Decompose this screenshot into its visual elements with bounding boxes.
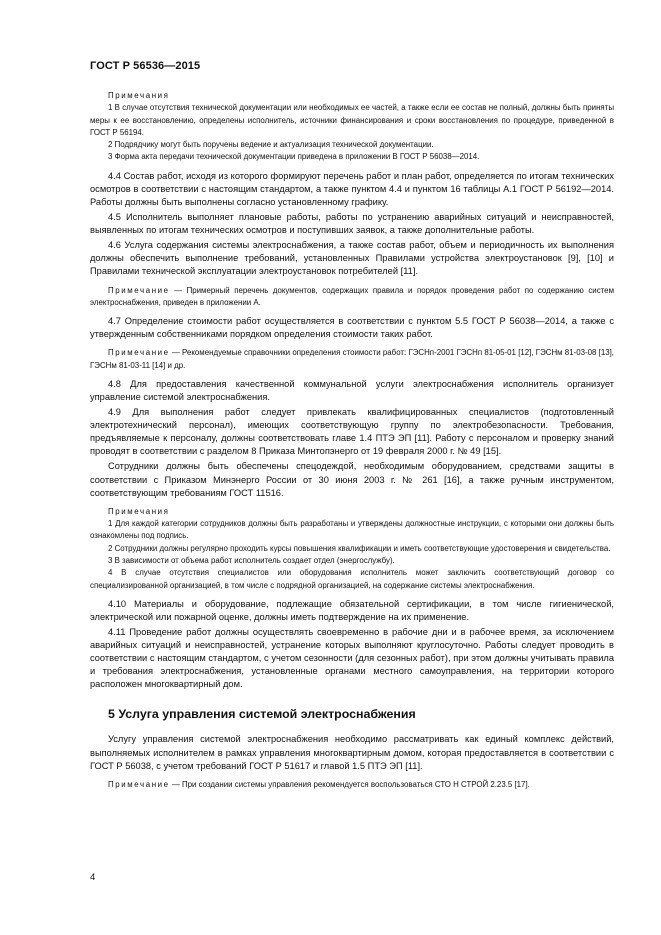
note-item: 1 В случае отсутствия технической документации или необходимых ее частей, а также если ее состав не полный, должны быть приняты меры к ее восстановлению, определены исполнитель, источники финансирования и сроки восстановления по процедуре, приведенной в ГОСТ Р 56194. <box>90 103 614 137</box>
notes-title: Примечания <box>108 91 170 100</box>
notes-block-1 <box>90 90 614 164</box>
note-text: — При создании системы управления рекомендуется воспользоваться СТО Н СТРОЙ 2.23.5 [17]. <box>169 779 530 789</box>
clause-4-4: 4.4 Состав работ, исходя из которого формируют перечень работ и план работ, определяется по итогам технических осмотров в соответствии с настоящим стандартом, а также пунктом 4.4 и пунктом 16 таблицы А.1 ГОСТ Р 56192—2014. Работы должны быть выполнены согласно установленному графику. <box>90 170 614 207</box>
document-code-header: ГОСТ Р 56536—2015 <box>90 60 201 72</box>
note-item: 1 Для каждой категории сотрудников должны быть разработаны и утверждены должностные инструкции, с которыми они должны быть ознакомлены под подпись. <box>90 519 614 541</box>
page-number: 4 <box>90 872 96 883</box>
page-content <box>90 90 614 797</box>
clause-4-5: 4.5 Исполнитель выполняет плановые работы, работы по устранению аварийных ситуаций и неисправностей, выявленных по итогам технических осмотров и поступивших заявок, а также дополнительные работы. <box>90 212 614 236</box>
clause-4-8: 4.8 Для предоставления качественной коммунальной услуги электроснабжения исполнитель организует управление системой электроснабжения. <box>90 378 614 402</box>
clause-4-11: 4.11 Проведение работ должны осуществлять своевременно в рабочие дни и в рабочее время, за исключением аварийных ситуаций и неисправностей, устранение которых выполняют круглосуточно. Работы следует проводить в соответствии с настоящим стандартом, с учетом сезонности (для сезонных работ), при этом должны учитывать правила и требования электроснабжения, установленные органами местного самоуправления, на территории которого расположен многоквартирный дом. <box>90 627 614 690</box>
note-item: 3 Форма акта передачи технической документации приведена в приложении В ГОСТ Р 56038—2014. <box>108 152 480 162</box>
clause-4-7: 4.7 Определение стоимости работ осуществляется в соответствии с пунктом 5.5 ГОСТ Р 56038—2014, а также с утвержденным собственниками порядком определения стоимости таких работ. <box>90 316 614 340</box>
note-label: Примечание <box>108 779 170 789</box>
note-item: 2 Сотрудники должны регулярно проходить курсы повышения квалификации и иметь соответствующие удостоверения и свидетельства. <box>108 543 611 553</box>
clause-4-6: 4.6 Услуга содержания системы электроснабжения, а также состав работ, объем и периодичность их выполнения должны обеспечить выполнение требований, установленных Правилами устройства электроустановок [9], [10] и Правилами технической эксплуатации электроустановок потребителей [11]. <box>90 240 614 277</box>
clause-4-9: 4.9 Для выполнения работ следует привлекать квалифицированных специалистов (подготовленный электротехнический персонал), имеющих соответствующую группу по электробезопасности. Требования, предъявляемые к персоналу, должны соответствовать главе 1.4 ПТЭ ЭП [11]. Работу с персоналом и проверку знаний проводят в соответствии с разделом 8 Приказа Минтопэнерго от 19 февраля 2000 г. № 49 [15]. <box>90 407 614 457</box>
notes-title: Примечания <box>108 506 170 516</box>
note-clause-4-7 <box>90 347 614 372</box>
note-item: 2 Подрядчику могут быть поручены ведение и актуализация технической документации. <box>108 140 434 150</box>
note-label: Примечание <box>108 285 170 295</box>
section-5-paragraph: Услугу управления системой электроснабжения необходимо рассматривать как единый комплекс действий, выполняемых исполнителем в рамках управления многоквартирным домом, которая предоставляется в соответствии с ГОСТ Р 56038, с учетом требований ГОСТ Р 51617 и главой 1.5 ПТЭ ЭП [11]. <box>90 734 614 771</box>
note-item: 4 В случае отсутствия специалистов или оборудования исполнитель может заключить соответствующий договор со специализированной организацией, в том числе с подрядной организацией, на содержание системы электроснабжения. <box>90 568 614 590</box>
note-label: Примечание <box>108 348 170 358</box>
notes-block-2 <box>90 506 614 592</box>
note-section-5 <box>90 779 614 791</box>
clause-4-10: 4.10 Материалы и оборудование, подлежащие обязательной сертификации, в том числе гигиенической, электрической или пожарной оценке, должны иметь подтверждение на их применение. <box>90 598 614 622</box>
note-item: 3 В зависимости от объема работ исполнитель создает отдел (энергослужбу). <box>108 555 395 565</box>
staff-equipment-paragraph: Сотрудники должны быть обеспечены спецодеждой, необходимым оборудованием, средствами защиты в соответствии с Приказом Минэнерго России от 30 июня 2003 г. № 261 [16], а также ручным инструментом, соответствующим требованиям ГОСТ 11516. <box>90 461 614 498</box>
note-clause-4-6 <box>90 285 614 310</box>
note-text: — Примерный перечень документов, содержащих правила и порядок проведения работ по содержанию систем электроснабжения, приведен в приложении А. <box>90 285 614 307</box>
note-text: — Рекомендуемые справочники определения стоимости работ: ГЭСНп-2001 ГЭСНп 81-05-01 [12], ГЭСНм 81-03-08 [13], ГЭСНм 81-03-11 [14] и др. <box>90 348 614 370</box>
section-5-heading: 5 Услуга управления системой электроснабжения <box>108 707 416 722</box>
